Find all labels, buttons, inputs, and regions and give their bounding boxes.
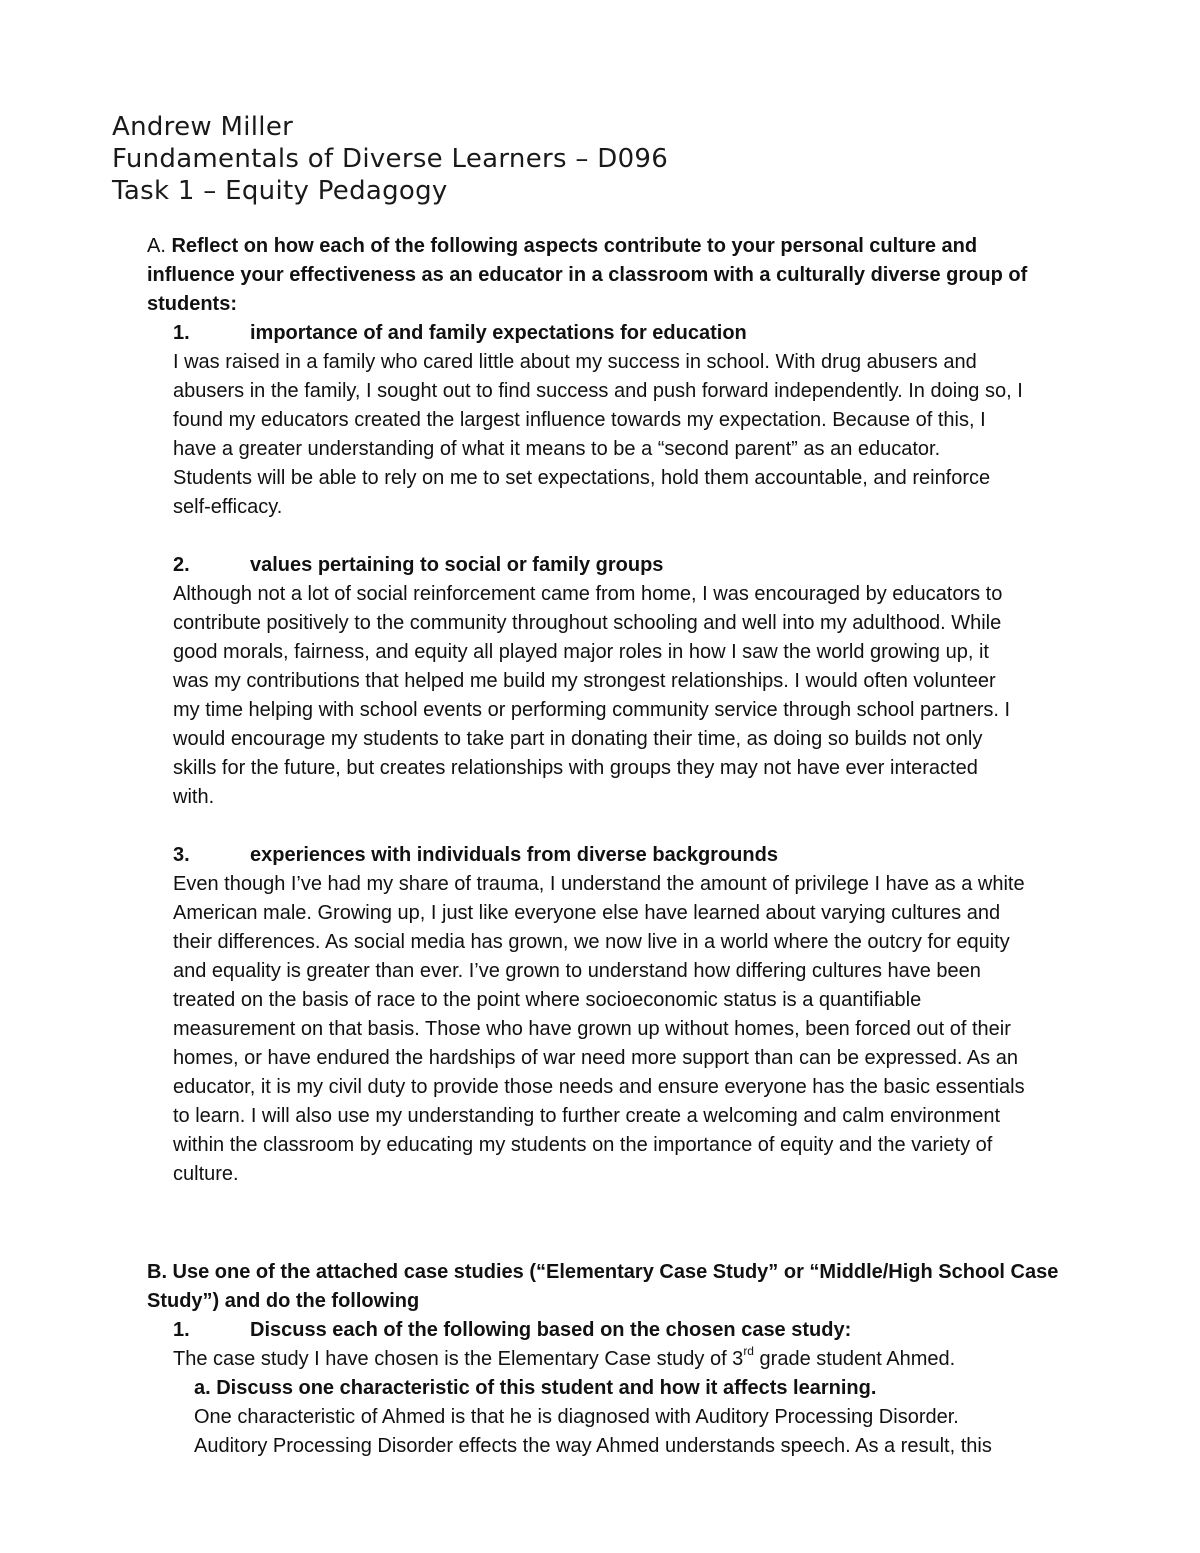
task-title: Task 1 – Equity Pedagogy — [112, 176, 448, 206]
item-title: Discuss each of the following based on the chosen case study: — [250, 1319, 852, 1341]
item-number: 1. — [173, 1319, 190, 1341]
chosen-case-line — [147, 1345, 1107, 1374]
document-header — [112, 111, 668, 207]
item-title: values pertaining to social or family groups — [250, 554, 664, 576]
paragraph-line: Auditory Processing Disorder effects the way Ahmed understands speech. As a result, this — [194, 1435, 992, 1457]
paragraph-line: treated on the basis of race to the point where socioeconomic status is a quantifiable — [173, 989, 922, 1011]
spacer — [147, 522, 1107, 551]
item-number: 3. — [173, 844, 190, 866]
paragraph-line: culture. — [173, 1163, 239, 1185]
paragraph-line: have a greater understanding of what it means to be a “second parent” as an educator. — [173, 438, 941, 460]
paragraph-line: skills for the future, but creates relationships with groups they may not have ever interacted — [173, 757, 978, 779]
paragraph-line: Even though I’ve had my share of trauma, I understand the amount of privilege I have as a white — [173, 873, 1025, 895]
section-b-item-heading — [147, 1316, 1107, 1345]
sub-item-a-heading: a. Discuss one characteristic of this student and how it affects learning. — [194, 1377, 877, 1399]
paragraph-line: within the classroom by educating my students on the importance of equity and the variety of — [173, 1134, 993, 1156]
paragraph-line: Although not a lot of social reinforcement came from home, I was encouraged by educators to — [173, 583, 1003, 605]
section-b-prompt-line: B. Use one of the attached case studies (“Elementary Case Study” or “Middle/High School Case — [147, 1261, 1059, 1283]
paragraph-line: good morals, fairness, and equity all played major roles in how I saw the world growing up, it — [173, 641, 989, 663]
spacer — [147, 1189, 1107, 1218]
paragraph-line: my time helping with school events or performing community service through school partners. I — [173, 699, 1011, 721]
paragraph-line: American male. Growing up, I just like everyone else have learned about varying cultures and — [173, 902, 1001, 924]
paragraph-line: Students will be able to rely on me to set expectations, hold them accountable, and reinforce — [173, 467, 991, 489]
paragraph-line: to learn. I will also use my understanding to further create a welcoming and calm environment — [173, 1105, 1001, 1127]
item-3-heading — [147, 841, 1107, 870]
paragraph-line: with. — [173, 786, 215, 808]
chosen-case-text: The case study I have chosen is the Elementary Case study of 3 — [173, 1348, 744, 1370]
paragraph-line: their differences. As social media has grown, we now live in a world where the outcry for equity — [173, 931, 1010, 953]
section-a-prompt-line — [147, 232, 1107, 261]
item-number: 1. — [173, 322, 190, 344]
paragraph-line: I was raised in a family who cared little about my success in school. With drug abusers and — [173, 351, 977, 373]
paragraph-line: would encourage my students to take part in donating their time, as doing so builds not only — [173, 728, 983, 750]
section-a-prompt-line: influence your effectiveness as an educator in a classroom with a culturally diverse group of — [147, 264, 1028, 286]
spacer — [147, 812, 1107, 841]
section-a-prompt-text: Reflect on how each of the following aspects contribute to your personal culture and — [171, 235, 978, 257]
item-title: importance of and family expectations for education — [250, 322, 747, 344]
paragraph-line: found my educators created the largest influence towards my expectation. Because of this, I — [173, 409, 986, 431]
item-number: 2. — [173, 554, 190, 576]
course-title: Fundamentals of Diverse Learners – D096 — [112, 144, 669, 174]
item-1-heading — [147, 319, 1107, 348]
paragraph-line: and equality is greater than ever. I’ve grown to understand how differing cultures have been — [173, 960, 981, 982]
paragraph-line: measurement on that basis. Those who have grown up without homes, been forced out of their — [173, 1018, 1011, 1040]
paragraph-line: was my contributions that helped me build my strongest relationships. I would often volunteer — [173, 670, 996, 692]
item-title: experiences with individuals from diverse backgrounds — [250, 844, 778, 866]
section-a-letter: A. — [147, 235, 172, 257]
paragraph-line: self-efficacy. — [173, 496, 283, 518]
section-a-prompt-line: students: — [147, 293, 237, 315]
chosen-case-text-end: grade student Ahmed. — [753, 1348, 956, 1370]
section-b-prompt-line: Study”) and do the following — [147, 1290, 420, 1312]
document-body — [147, 232, 1107, 1461]
paragraph-line: One characteristic of Ahmed is that he is diagnosed with Auditory Processing Disorder. — [194, 1406, 959, 1428]
paragraph-line: educator, it is my civil duty to provide those needs and ensure everyone has the basic essentials — [173, 1076, 1025, 1098]
author-name: Andrew Miller — [112, 112, 294, 142]
paragraph-line: homes, or have endured the hardships of war need more support than can be expressed. As an — [173, 1047, 1018, 1069]
paragraph-line: abusers in the family, I sought out to find success and push forward independently. In doing so, I — [173, 380, 1023, 402]
item-2-heading — [147, 551, 1107, 580]
spacer — [147, 1218, 1107, 1258]
ordinal-suffix: rd — [743, 1344, 754, 1359]
paragraph-line: contribute positively to the community throughout schooling and well into my adulthood. While — [173, 612, 1002, 634]
